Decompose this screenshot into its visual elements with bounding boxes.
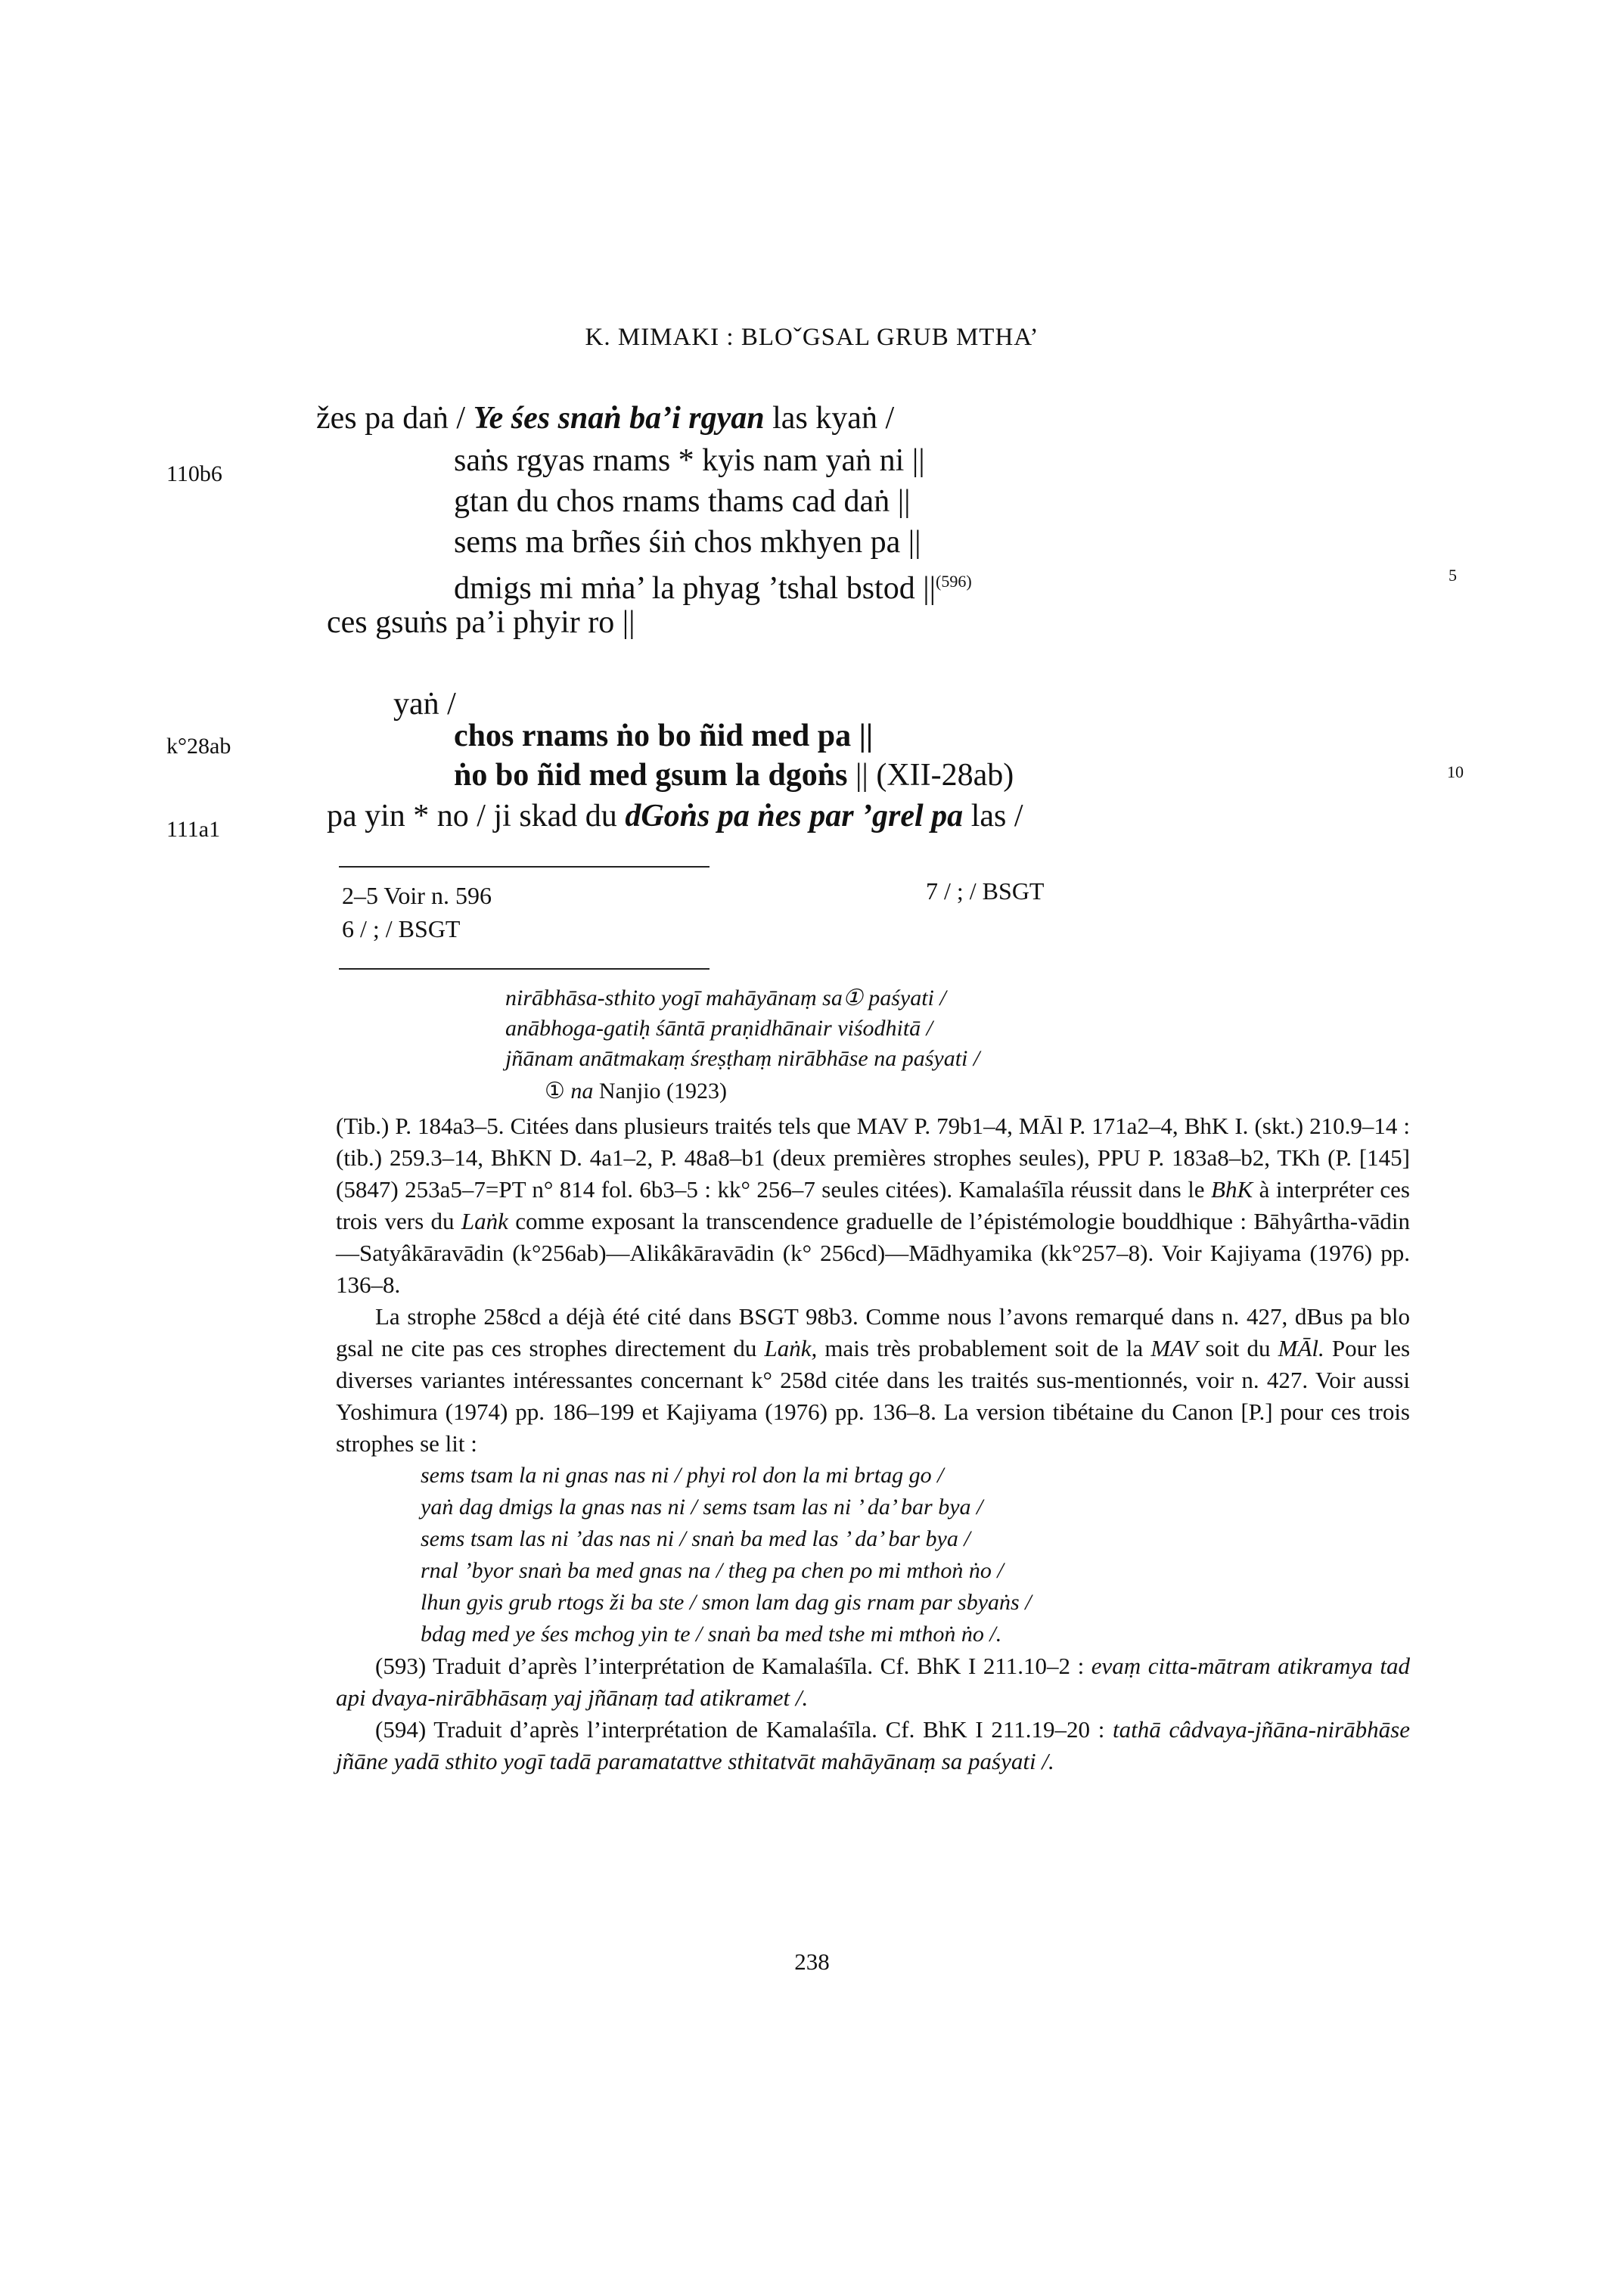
- variant-source: Nanjio (1923): [593, 1079, 728, 1104]
- note-593: [336, 1650, 1410, 1714]
- footnote-ref-596: (596): [936, 572, 972, 591]
- apparatus-entry-6: 6 / ; / BSGT: [342, 915, 461, 942]
- canon-verse-line: rnal ’byor snaṅ ba med gnas na / theg pa chen po mi mthoṅ ṅo /: [421, 1558, 1004, 1583]
- note-text-italic: BhK: [1211, 1176, 1253, 1203]
- tibetan-line-3: gtan du chos rnams thams cad daṅ ||: [454, 484, 911, 519]
- apparatus-rule: [339, 866, 710, 868]
- note-paragraph-tib: [336, 1110, 1410, 1301]
- margin-ref-k28ab: k°28ab: [166, 734, 231, 759]
- note-text-italic: evaṃ citta-mātram atikramya tad api dvaya-nirābhāsaṃ yaj jñānaṃ tad atikramet /.: [336, 1653, 1410, 1711]
- note-text: (593) Traduit d’après l’interprétation de Kamalaśīla. Cf. BhK I 211.10–2 :: [375, 1653, 1091, 1679]
- variant-marker: ①: [545, 1079, 565, 1104]
- apparatus-entry-2-5: 2–5 Voir n. 596: [342, 882, 492, 909]
- variant-footnote: [545, 1078, 727, 1104]
- canon-verse-line: sems tsam la ni gnas nas ni / phyi rol don la mi brtag go /: [421, 1463, 944, 1488]
- variant-reading: na: [570, 1079, 594, 1104]
- tibetan-line-5: [454, 563, 972, 607]
- tibetan-line-8: chos rnams ṅo bo ñid med pa ||: [454, 719, 874, 753]
- tibetan-line-9-a: ṅo bo ñid med gsum la dgoṅs: [454, 758, 848, 793]
- note-text-italic: tathā câdvaya-jñāna-nirābhāse jñāne yadā sthito yogī tadā paramatattve sthitatvāt mahāyānaṃ sa paśyati /.: [336, 1716, 1410, 1774]
- note-paragraph-strophe: [336, 1301, 1410, 1460]
- tibetan-line-1: [316, 399, 894, 437]
- margin-ref-110b6: 110b6: [166, 461, 222, 486]
- running-header: K. MIMAKI : BLOˇGSAL GRUB MTHA’: [585, 324, 1039, 351]
- note-text: comme exposant la transcendence graduelle de l’épistémologie bouddhique : Bāhyârtha-vādin—Satyâkāravādin (k°256ab)—Alikâkāravādin (k° 256cd)—Mādhyamika (kk°257–8). Voir Kajiyama (1976) pp. 136–8.: [336, 1208, 1410, 1298]
- tibetan-line-9: [454, 756, 1014, 794]
- note-594: [336, 1714, 1410, 1777]
- line-number-5: 5: [1449, 566, 1457, 585]
- sanskrit-verse-line: jñānam anātmakaṃ śreṣṭhaṃ nirābhāse na paśyati /: [505, 1046, 980, 1071]
- note-text-italic: Laṅk,: [764, 1335, 818, 1361]
- notes-body: [336, 1110, 1410, 1777]
- tibetan-line-10-c: las /: [963, 799, 1023, 833]
- canon-verse-line: bdag med ye śes mchog yin te / snaṅ ba med tshe mi mthoṅ ṅo /.: [421, 1622, 1002, 1647]
- tibetan-line-5-a: dmigs mi mṅa’ la phyag ’tshal bstod ||: [454, 571, 936, 606]
- tibetan-line-10-title: dGoṅs pa ṅes par ’grel pa: [625, 799, 964, 833]
- note-text-italic: MAV: [1150, 1335, 1198, 1361]
- apparatus-entry-7: 7 / ; / BSGT: [926, 877, 1045, 905]
- canon-verse-line: yaṅ dag dmigs la gnas nas ni / sems tsam las ni ’ da’ bar bya /: [421, 1495, 983, 1520]
- tibetan-line-10-a: pa yin * no / ji skad du: [327, 799, 626, 833]
- line-number-10: 10: [1447, 762, 1464, 781]
- tibetan-line-7: yaṅ /: [393, 687, 456, 722]
- note-text-italic: Laṅk: [461, 1208, 508, 1234]
- tibetan-line-9-b: || (XII-28ab): [847, 758, 1014, 793]
- note-text: mais très probablement soit de la: [817, 1335, 1151, 1361]
- tibetan-line-2: saṅs rgyas rnams * kyis nam yaṅ ni ||: [454, 443, 925, 478]
- sanskrit-verse: [505, 983, 980, 1074]
- tibetan-line-10: [327, 797, 1023, 835]
- canon-verse-line: lhun gyis grub rtogs ži ba ste / smon lam dag gis rnam par sbyaṅs /: [421, 1590, 1032, 1615]
- sanskrit-verse-line: anābhoga-gatiḥ śāntā praṇidhānair viśodhitā /: [505, 1016, 933, 1041]
- tibetan-canon-verse: [336, 1460, 1410, 1650]
- note-text: à interpréter ces trois vers du: [336, 1176, 1410, 1234]
- tibetan-line-1-title: Ye śes snaṅ ba’i rgyan: [473, 401, 765, 436]
- note-text-italic: MĀl.: [1278, 1335, 1324, 1361]
- note-text: Pour les diverses variantes intéressantes concernant k° 258d citée dans les traités sus-mentionnés, voir n. 427. Voir aussi Yoshimura (1974) pp. 186–199 et Kajiyama (1976) pp. 136–8. La version tibétaine du Canon [P.] pour ces trois strophes se lit :: [336, 1335, 1411, 1457]
- note-text: (Tib.) P. 184a3–5. Citées dans plusieurs traités tels que MAV P. 79b1–4, MĀl P. 171a2–4, BhK I. (skt.) 210.9–14 : (tib.) 259.3–14, BhKN D. 4a1–2, P. 48a8–b1 (deux premières strophes seules), PPU P. 183a8–b2, TKh (P. [145] (5847) 253a5–7=PT n° 814 fol. 6b3–5 : kk° 256–7 seules citées). Kamalaśīla réussit dans le: [336, 1113, 1410, 1203]
- margin-ref-111a1: 111a1: [166, 817, 221, 842]
- canon-verse-line: sems tsam las ni ’das nas ni / snaṅ ba med las ’ da’ bar bya /: [421, 1526, 970, 1551]
- tibetan-line-6: ces gsuṅs pa’i phyir ro ||: [327, 605, 635, 640]
- page-number: 238: [794, 1948, 830, 1975]
- note-text: La strophe 258cd a déjà été cité dans BSGT 98b3. Comme nous l’avons remarqué dans n. 427, dBus pa blo gsal ne cite pas ces strophes directement du: [336, 1303, 1410, 1361]
- notes-rule: [339, 968, 710, 970]
- sanskrit-verse-line: nirābhāsa-sthito yogī mahāyānaṃ sa① paśyati /: [505, 986, 946, 1010]
- note-text: (594) Traduit d’après l’interprétation de Kamalaśīla. Cf. BhK I 211.19–20 :: [375, 1716, 1113, 1743]
- tibetan-line-1-a: žes pa daṅ /: [316, 401, 474, 436]
- tibetan-line-4: sems ma brñes śiṅ chos mkhyen pa ||: [454, 525, 921, 560]
- note-text: soit du: [1197, 1335, 1278, 1361]
- tibetan-line-1-c: las kyaṅ /: [764, 401, 895, 436]
